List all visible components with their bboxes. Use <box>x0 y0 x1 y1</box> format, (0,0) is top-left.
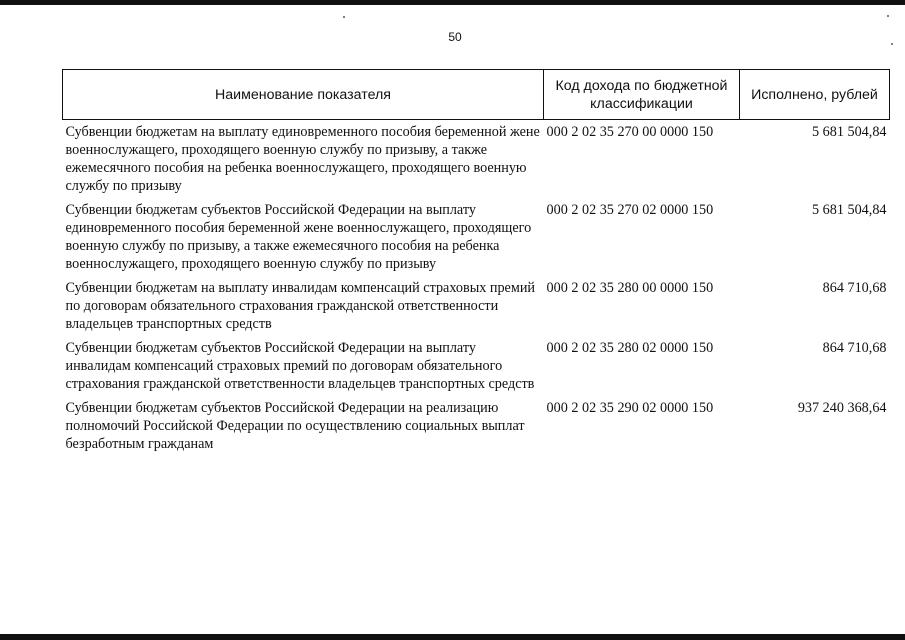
header-indicator-name: Наименование показателя <box>63 70 544 120</box>
budget-table-container <box>62 69 889 456</box>
indicator-name-cell: Субвенции бюджетам на выплату единовременного пособия беременной жене военнослужащего, проходящего военную службу по призыву, а также ежемесячного пособия на ребенка военнослужащего, проходящего военную службу по призыву <box>65 124 540 194</box>
page-number: 50 <box>448 30 462 44</box>
table-row <box>63 336 890 396</box>
table-row <box>63 276 890 336</box>
table-row <box>63 396 890 456</box>
scan-border-top <box>0 0 905 5</box>
scan-speck <box>891 43 893 45</box>
header-executed-amount: Исполнено, рублей <box>740 70 890 120</box>
budget-code-cell: 000 2 02 35 280 02 0000 150 <box>546 340 714 356</box>
indicator-name-cell: Субвенции бюджетам субъектов Российской Федерации на реализацию полномочий Российской Федерации по осуществлению социальных выплат безработным гражданам <box>65 400 525 452</box>
indicator-name-cell: Субвенции бюджетам субъектов Российской Федерации на выплату единовременного пособия беременной жене военнослужащего, проходящего военную службу по призыву, а также ежемесячного пособия на ребенка военнослужащего, проходящего военную службу по призыву <box>65 202 532 272</box>
executed-amount-cell: 937 240 368,64 <box>797 400 887 416</box>
scan-speck <box>887 15 889 17</box>
budget-table <box>62 69 890 456</box>
indicator-name-cell: Субвенции бюджетам на выплату инвалидам компенсаций страховых премий по договорам обязательного страхования гражданской ответственности владельцев транспортных средств <box>65 280 536 332</box>
executed-amount-cell: 864 710,68 <box>822 340 887 356</box>
scan-speck <box>343 16 345 18</box>
table-header-row <box>63 70 890 120</box>
table-row <box>63 120 890 199</box>
executed-amount-cell: 864 710,68 <box>822 280 887 296</box>
budget-code-cell: 000 2 02 35 270 00 0000 150 <box>546 124 714 140</box>
indicator-name-cell: Субвенции бюджетам субъектов Российской Федерации на выплату инвалидам компенсаций страховых премий по договорам обязательного страхования гражданской ответственности владельцев транспортных средств <box>65 340 535 392</box>
executed-amount-cell: 5 681 504,84 <box>812 124 887 140</box>
table-row <box>63 198 890 276</box>
budget-code-cell: 000 2 02 35 290 02 0000 150 <box>546 400 714 416</box>
header-budget-code: Код дохода по бюджетной классификации <box>544 70 740 120</box>
executed-amount-cell: 5 681 504,84 <box>812 202 887 218</box>
budget-code-cell: 000 2 02 35 270 02 0000 150 <box>546 202 714 218</box>
scan-border-bottom <box>0 634 905 640</box>
budget-code-cell: 000 2 02 35 280 00 0000 150 <box>546 280 714 296</box>
